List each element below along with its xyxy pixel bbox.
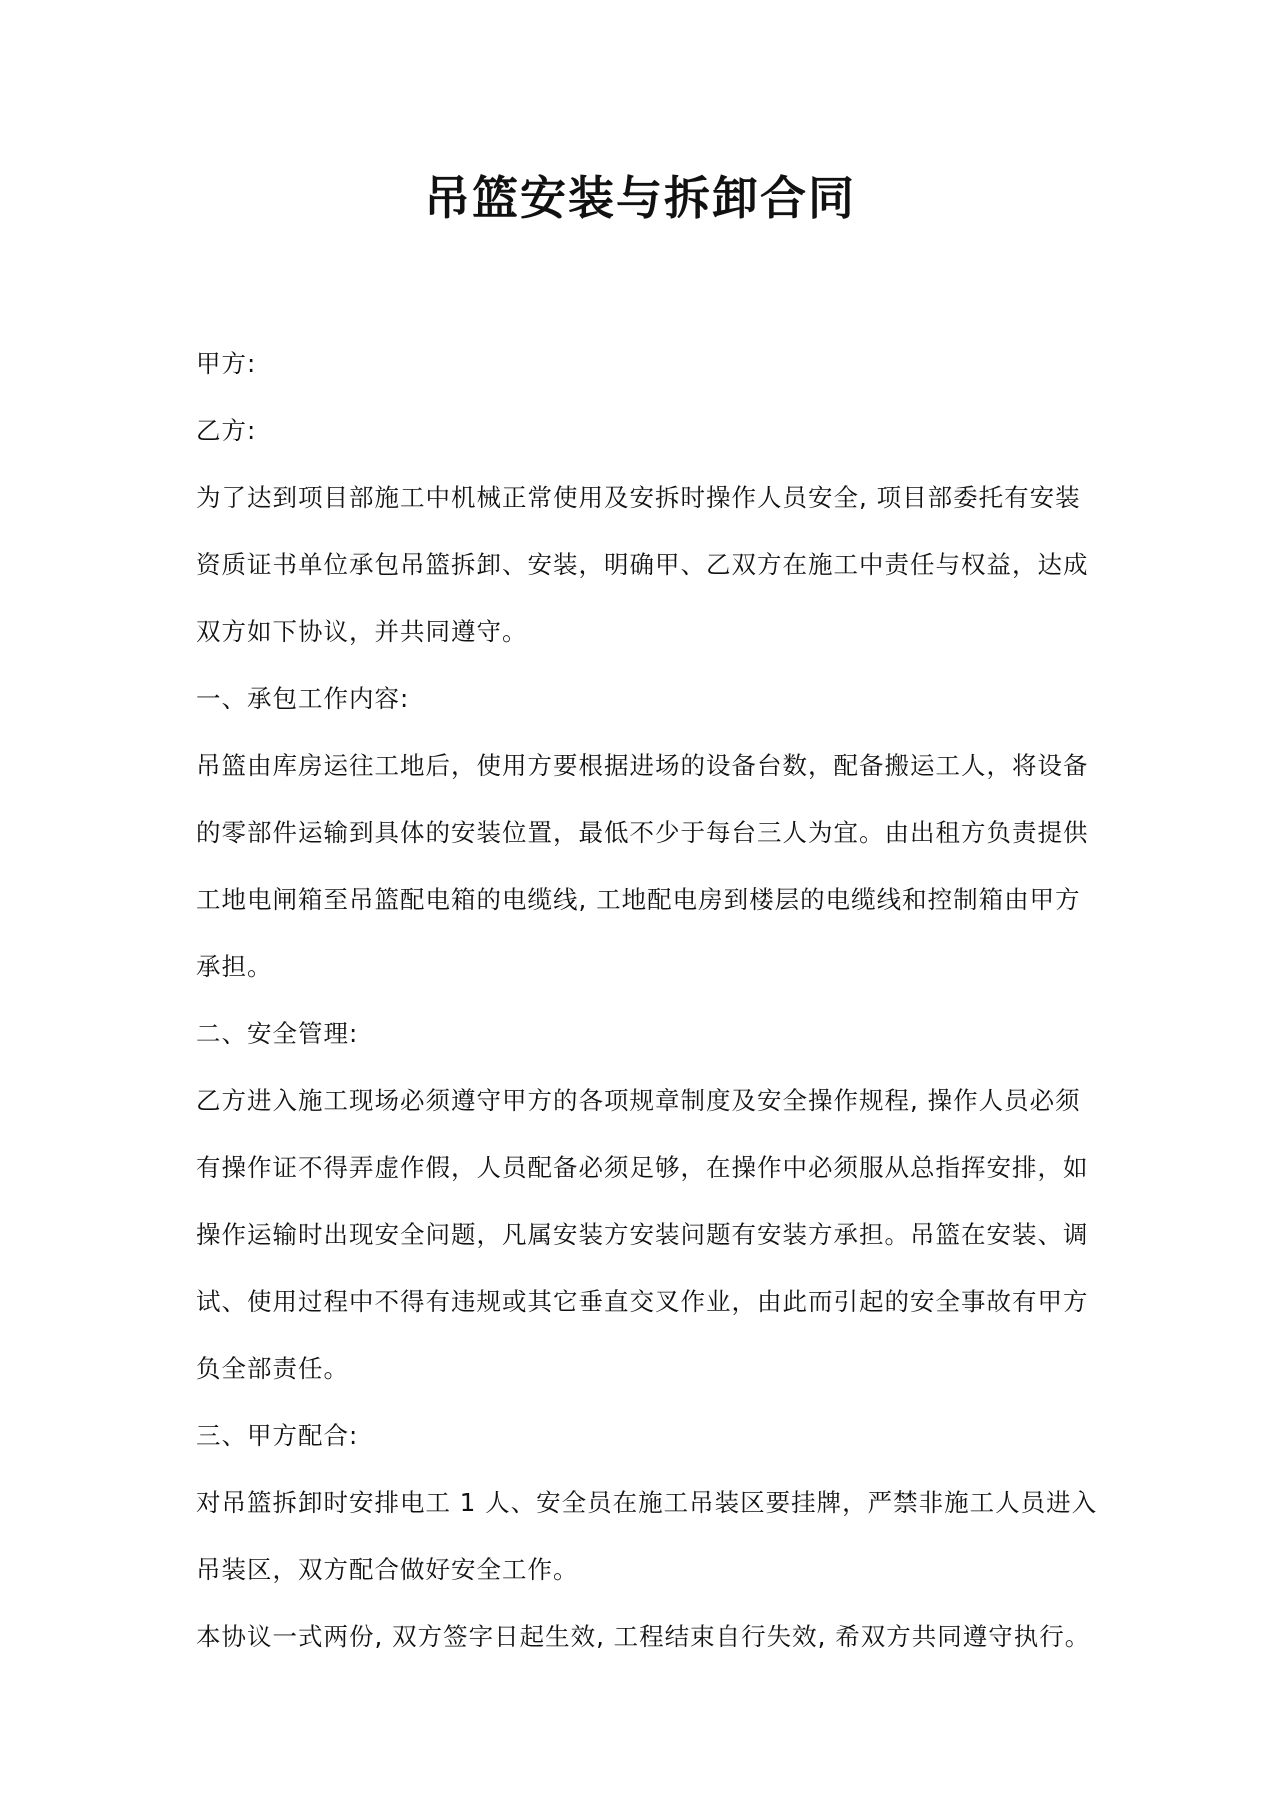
section-1-line-1: 吊篮由库房运往工地后，使用方要根据进场的设备台数，配备搬运工人，将设备 xyxy=(196,751,1089,780)
section-2-line-5: 负全部责任。 xyxy=(196,1354,349,1383)
party-a-line: 甲方: xyxy=(196,349,257,378)
closing-clause: 本协议一式两份, 双方签字日起生效, 工程结束自行失效, 希双方共同遵守执行。 xyxy=(196,1622,1091,1651)
section-2-heading: 二、安全管理: xyxy=(196,1019,359,1048)
intro-line-3: 双方如下协议，并共同遵守。 xyxy=(196,617,528,646)
section-1-heading: 一、承包工作内容: xyxy=(196,684,410,713)
section-1-line-4: 承担。 xyxy=(196,952,273,981)
section-1-line-3: 工地电闸箱至吊篮配电箱的电缆线, 工地配电房到楼层的电缆线和控制箱由甲方 xyxy=(196,885,1081,914)
section-3-line-2: 吊装区，双方配合做好安全工作。 xyxy=(196,1555,579,1584)
document-title: 吊篮安装与拆卸合同 xyxy=(424,171,856,225)
section-1-line-2: 的零部件运输到具体的安装位置，最低不少于每台三人为宜。由出租方负责提供 xyxy=(196,818,1089,847)
section-2-line-2: 有操作证不得弄虚作假，人员配备必须足够，在操作中必须服从总指挥安排，如 xyxy=(196,1153,1089,1182)
party-b-line: 乙方: xyxy=(196,416,257,445)
section-3-heading: 三、甲方配合: xyxy=(196,1421,359,1450)
section-2-line-1: 乙方进入施工现场必须遵守甲方的各项规章制度及安全操作规程, 操作人员必须 xyxy=(196,1086,1081,1115)
intro-line-2: 资质证书单位承包吊篮拆卸、安装，明确甲、乙双方在施工中责任与权益，达成 xyxy=(196,550,1089,579)
section-3-line-1: 对吊篮拆卸时安排电工 1 人、安全员在施工吊装区要挂牌，严禁非施工人员进入 xyxy=(196,1488,1098,1517)
contract-body xyxy=(196,330,1096,1670)
section-2-line-4: 试、使用过程中不得有违规或其它垂直交叉作业，由此而引起的安全事故有甲方 xyxy=(196,1287,1089,1316)
intro-line-1: 为了达到项目部施工中机械正常使用及安拆时操作人员安全, 项目部委托有安装 xyxy=(196,483,1081,512)
section-2-line-3: 操作运输时出现安全问题，凡属安装方安装问题有安装方承担。吊篮在安装、调 xyxy=(196,1220,1089,1249)
